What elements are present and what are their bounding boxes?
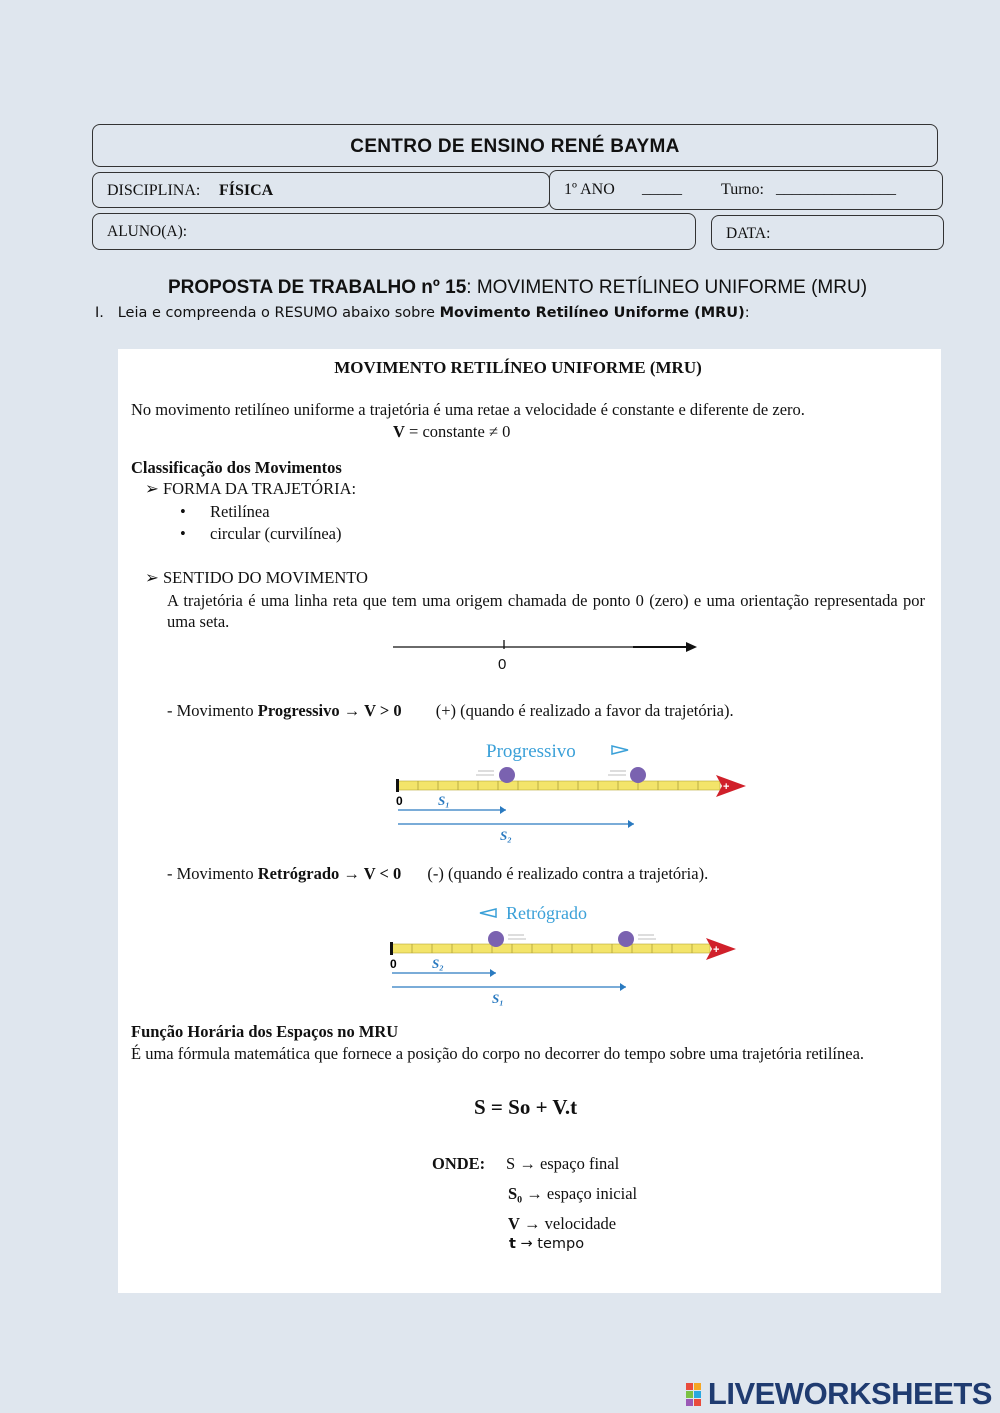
def-item [508, 1184, 637, 1204]
trajectory-axis [388, 635, 708, 675]
prog-rest: (+) (quando é realizado a favor da trajetória). [435, 701, 734, 720]
school-name: CENTRO DE ENSINO RENÉ BAYMA [350, 136, 680, 157]
sentido-heading [145, 568, 368, 588]
retrograde-figure-title: Retrógrado [506, 903, 587, 923]
progressive-ball-2 [630, 767, 646, 783]
forma-item: • circular (curvilínea) [210, 524, 341, 544]
def-desc: → espaço final [519, 1154, 620, 1173]
sentido-heading-text: SENTIDO DO MOVIMENTO [162, 568, 368, 587]
v-symbol: V [393, 422, 405, 441]
function-title: Função Horária dos Espaços no MRU [131, 1022, 399, 1041]
def-symbol: V [508, 1214, 520, 1233]
retrograde-s1-label: S₁ [492, 991, 504, 1006]
instruction-bold: Movimento Retilíneo Uniforme (MRU) [439, 305, 745, 321]
def-desc: → espaço inicial [526, 1184, 638, 1203]
instruction-text: Leia e compreenda o RESUMO abaixo sobre [117, 305, 435, 321]
progressive-s1-label: S₁ [438, 793, 450, 808]
retrograde-s1-arrow-icon [620, 983, 626, 991]
instruction-number: I. [95, 305, 104, 321]
retrograde-arrowhead-icon [706, 938, 736, 960]
school-header-box [92, 124, 938, 167]
velocity-constant [393, 422, 510, 442]
def-item [508, 1214, 616, 1234]
progressive-s1-arrow-icon [500, 806, 506, 814]
classification-title: Classificação dos Movimentos [131, 458, 342, 477]
function-text: É uma fórmula matemática que fornece a posição do corpo no decorrer do tempo sobre uma trajetória retilínea. [131, 1044, 865, 1063]
turno-blank[interactable]: _______________ [776, 180, 896, 197]
progressive-figure-title: Progressivo [486, 741, 576, 762]
retrograde-s2-label: S₂ [432, 956, 444, 971]
data-box[interactable] [711, 215, 944, 250]
retrograde-zero-label: 0 [390, 957, 397, 971]
progressive-origin-mark [396, 779, 399, 792]
retrograde-figure [384, 902, 744, 1008]
retrograde-origin-mark [390, 942, 393, 955]
def-desc: → tempo [520, 1236, 585, 1252]
disciplina-box [92, 172, 550, 208]
onde-label: ONDE: [432, 1154, 486, 1173]
progressive-arrowhead-icon [716, 775, 746, 797]
progressive-motion-lines [476, 771, 626, 775]
formula: S = So + V.t [474, 1095, 578, 1119]
retrograde-title-arrow-icon [480, 909, 496, 917]
proposal-prefix: PROPOSTA DE TRABALHO nº 15 [167, 277, 467, 298]
proposal-suffix: : MOVIMENTO RETÍLINEO UNIFORME (MRU) [466, 277, 868, 298]
progressive-line [167, 701, 734, 721]
progressive-s2-label: S₂ [500, 828, 512, 843]
axis-zero-label: 0 [498, 656, 507, 673]
disciplina-value: FÍSICA [219, 182, 274, 199]
retro-bold: Retrógrado → V < 0 [257, 864, 402, 883]
retrograde-plus-label: + [713, 944, 720, 956]
aluno-box[interactable] [92, 213, 696, 250]
proposal-title [0, 277, 1000, 299]
def-item [509, 1236, 584, 1252]
progressive-zero-label: 0 [396, 794, 403, 808]
logo-text: LIVEWORKSHEETS [707, 1376, 992, 1411]
ano-blank[interactable]: _____ [642, 180, 682, 197]
summary-title: MOVIMENTO RETILÍNEO UNIFORME (MRU) [334, 358, 702, 377]
def-symbol: t [509, 1236, 516, 1252]
progressive-title-arrow-icon [612, 746, 628, 754]
progressive-ball-1 [499, 767, 515, 783]
retrograde-ball-1 [488, 931, 504, 947]
logo-icon [686, 1383, 708, 1407]
ano-label: 1º ANO [564, 181, 615, 198]
turno-label: Turno: [721, 181, 764, 198]
def-symbol: S₀ [508, 1184, 523, 1203]
retrograde-ruler [392, 944, 710, 953]
prog-bold: Progressivo → V > 0 [257, 701, 402, 720]
arrow-bullet-icon: ➢ [145, 568, 159, 587]
def-desc: → velocidade [524, 1214, 617, 1233]
ano-turno-box [549, 170, 943, 210]
retrograde-line [167, 864, 708, 884]
forma-heading-text: FORMA DA TRAJETÓRIA: [162, 479, 357, 498]
summary-intro: No movimento retilíneo uniforme a trajetória é uma retae a velocidade é constante e diferente de zero. [131, 400, 805, 419]
aluno-label: ALUNO(A): [107, 223, 188, 240]
progressive-s2-arrow-icon [628, 820, 634, 828]
prog-prefix: - Movimento [167, 701, 254, 720]
v-rest: = constante ≠ 0 [409, 422, 511, 441]
arrow-bullet-icon: ➢ [145, 479, 159, 498]
progressive-ruler [398, 781, 720, 790]
progressive-plus-label: + [723, 781, 730, 793]
forma-heading [145, 479, 356, 499]
forma-item: • Retilínea [210, 502, 270, 522]
progressive-figure [390, 739, 750, 845]
def-symbol: S [506, 1154, 516, 1173]
axis-arrowhead-icon [686, 642, 697, 652]
summary-panel [118, 349, 941, 1293]
liveworksheets-logo[interactable] [686, 1376, 992, 1412]
instruction-end: : [744, 305, 750, 321]
sentido-text: A trajetória é uma linha reta que tem uma origem chamada de ponto 0 (zero) e uma orientação representada por uma seta. [167, 591, 925, 631]
instruction-line [95, 305, 750, 321]
retrograde-s2-arrow-icon [490, 969, 496, 977]
data-label: DATA: [726, 225, 771, 242]
retro-prefix: - Movimento [167, 864, 254, 883]
retro-rest: (-) (quando é realizado contra a trajetória). [427, 864, 709, 883]
disciplina-label: DISCIPLINA: [107, 182, 201, 199]
def-item [506, 1154, 619, 1174]
retrograde-ball-2 [618, 931, 634, 947]
